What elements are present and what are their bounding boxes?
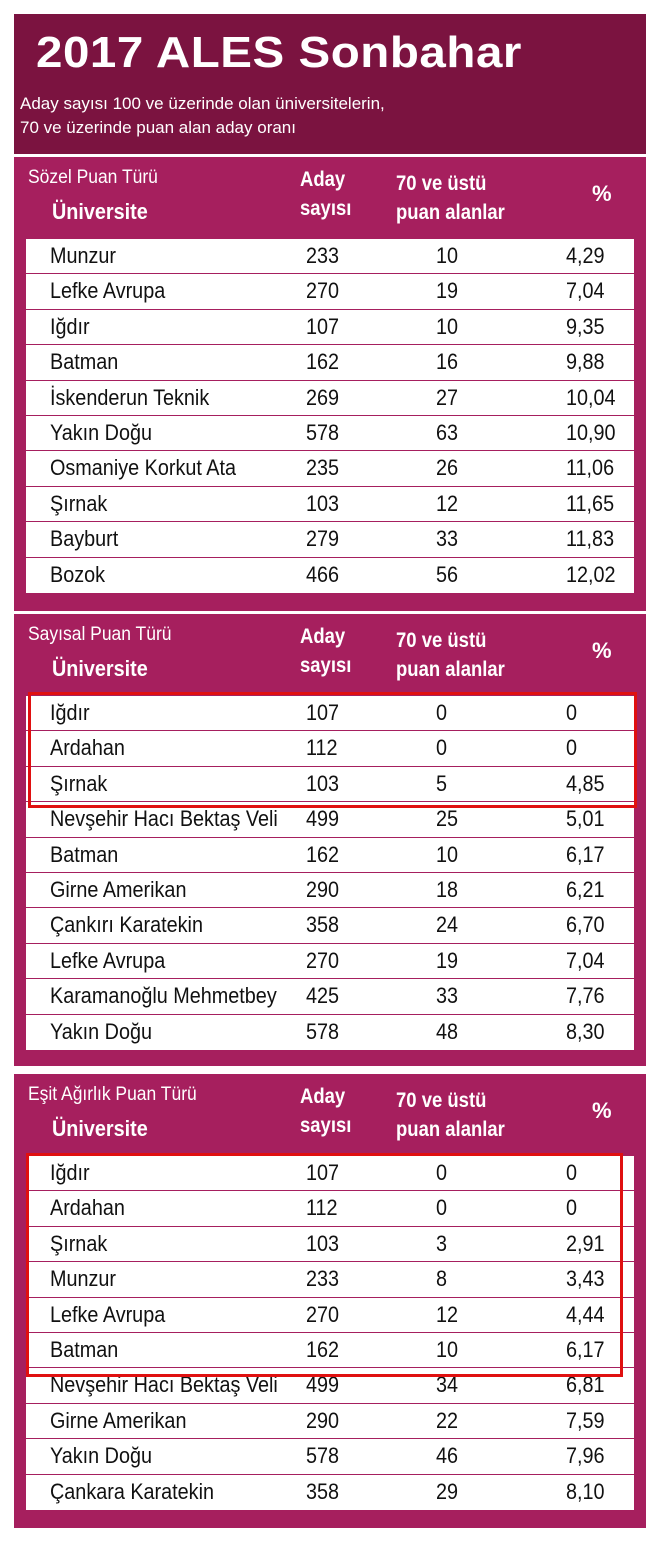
cell-percent: 8,10: [566, 1478, 605, 1504]
cell-aday: 270: [306, 947, 340, 973]
cell-percent: 7,59: [566, 1407, 605, 1433]
cell-university: Karamanoğlu Mehmetbey: [50, 983, 277, 1009]
cell-percent: 12,02: [566, 561, 616, 587]
table-row: [26, 451, 634, 486]
cell-university: Ardahan: [50, 1195, 125, 1221]
cell-aday: 358: [306, 1478, 340, 1504]
table-row: [26, 381, 634, 416]
cell-percent: 9,88: [566, 349, 605, 375]
cell-percent: 11,83: [566, 526, 615, 552]
column-header-yetmis: 70 ve üstü puan alanlar: [396, 1089, 505, 1141]
cell-yetmis: 26: [436, 455, 459, 481]
cell-yetmis: 18: [436, 876, 459, 902]
cell-yetmis: 46: [436, 1443, 459, 1469]
table-row: [26, 416, 634, 451]
cell-yetmis: 48: [436, 1018, 459, 1044]
data-table: [26, 239, 634, 593]
cell-percent: 0: [566, 700, 578, 725]
cell-yetmis: 12: [436, 490, 459, 516]
cell-university: Lefke Avrupa: [50, 278, 166, 304]
cell-aday: 233: [306, 243, 340, 268]
cell-aday: 112: [306, 735, 338, 761]
cell-aday: 269: [306, 384, 340, 410]
cell-university: Munzur: [50, 243, 117, 268]
cell-yetmis: 56: [436, 561, 459, 587]
cell-university: Yakın Doğu: [50, 1018, 153, 1044]
header-banner: [14, 14, 646, 154]
cell-university: Girne Amerikan: [50, 876, 187, 902]
cell-percent: 10,90: [566, 419, 616, 445]
table-row: [26, 1439, 634, 1474]
cell-yetmis: 27: [436, 384, 459, 410]
cell-aday: 162: [306, 1336, 340, 1362]
column-header-university: Üniversite: [52, 656, 148, 681]
table-row: [26, 274, 634, 309]
cell-percent: 9,35: [566, 313, 605, 339]
cell-percent: 0: [566, 1195, 578, 1221]
table-row: [26, 838, 634, 873]
cell-university: Iğdır: [50, 313, 90, 339]
section-type-label: Sözel Puan Türü: [28, 167, 158, 188]
cell-aday: 425: [306, 983, 340, 1009]
cell-aday: 103: [306, 490, 340, 516]
cell-aday: 578: [306, 1018, 340, 1044]
cell-yetmis: 34: [436, 1372, 459, 1398]
cell-aday: 233: [306, 1266, 340, 1292]
column-header-aday: Aday sayısı: [300, 1085, 352, 1137]
cell-yetmis: 63: [436, 419, 459, 445]
cell-yetmis: 29: [436, 1478, 459, 1504]
cell-university: Ardahan: [50, 735, 125, 761]
cell-aday: 499: [306, 806, 340, 832]
cell-yetmis: 25: [436, 806, 459, 832]
section-type-label: Sayısal Puan Türü: [28, 624, 172, 645]
table-row: [26, 487, 634, 522]
cell-percent: 7,96: [566, 1443, 605, 1469]
cell-aday: 235: [306, 455, 340, 481]
table-row: [26, 558, 634, 593]
cell-university: Yakın Doğu: [50, 1443, 153, 1469]
cell-aday: 290: [306, 1407, 340, 1433]
cell-aday: 578: [306, 419, 340, 445]
table-row: [26, 873, 634, 908]
section-header: [14, 1074, 646, 1148]
cell-university: Çankırı Karatekin: [50, 912, 203, 938]
cell-yetmis: 19: [436, 278, 459, 304]
cell-university: Munzur: [50, 1266, 117, 1292]
cell-percent: 3,43: [566, 1266, 605, 1292]
cell-university: Nevşehir Hacı Bektaş Veli: [50, 1372, 278, 1398]
cell-university: Batman: [50, 349, 119, 375]
cell-university: Osmaniye Korkut Ata: [50, 455, 236, 481]
cell-yetmis: 12: [436, 1301, 459, 1327]
cell-university: Lefke Avrupa: [50, 1301, 166, 1327]
cell-aday: 279: [306, 526, 340, 552]
cell-aday: 107: [306, 1160, 340, 1185]
cell-aday: 162: [306, 349, 340, 375]
cell-yetmis: 0: [436, 1195, 448, 1221]
cell-university: Şırnak: [50, 770, 108, 796]
table-row: [26, 345, 634, 380]
cell-yetmis: 33: [436, 983, 459, 1009]
cell-yetmis: 19: [436, 947, 459, 973]
cell-percent: 2,91: [566, 1230, 605, 1256]
cell-percent: 8,30: [566, 1018, 605, 1044]
cell-university: Batman: [50, 1336, 119, 1362]
cell-yetmis: 33: [436, 526, 459, 552]
cell-university: Çankara Karatekin: [50, 1478, 214, 1504]
cell-yetmis: 16: [436, 349, 459, 375]
highlight-box-sayisal: [28, 692, 637, 808]
cell-aday: 162: [306, 841, 340, 867]
cell-percent: 7,76: [566, 983, 605, 1009]
cell-aday: 103: [306, 1230, 340, 1256]
cell-yetmis: 0: [436, 735, 448, 761]
cell-aday: 112: [306, 1195, 338, 1221]
table-row: [26, 1475, 634, 1510]
cell-yetmis: 0: [436, 1160, 448, 1185]
cell-university: Şırnak: [50, 1230, 108, 1256]
cell-percent: 6,17: [566, 841, 605, 867]
cell-percent: 6,17: [566, 1336, 605, 1362]
cell-university: Batman: [50, 841, 119, 867]
cell-university: Bozok: [50, 561, 106, 587]
cell-aday: 499: [306, 1372, 340, 1398]
cell-percent: 10,04: [566, 384, 616, 410]
column-header-percent: %: [592, 638, 612, 663]
table-row: [26, 239, 634, 274]
cell-aday: 578: [306, 1443, 340, 1469]
table-row: [26, 1015, 634, 1050]
column-header-aday: Aday sayısı: [300, 625, 352, 677]
table-row: [26, 310, 634, 345]
cell-university: Girne Amerikan: [50, 1407, 187, 1433]
cell-yetmis: 10: [436, 1336, 459, 1362]
cell-yetmis: 10: [436, 841, 459, 867]
cell-yetmis: 24: [436, 912, 459, 938]
cell-aday: 103: [306, 770, 340, 796]
section-type-label: Eşit Ağırlık Puan Türü: [28, 1084, 197, 1105]
cell-percent: 4,29: [566, 243, 605, 268]
column-header-university: Üniversite: [52, 199, 148, 224]
table-row: [26, 944, 634, 979]
cell-yetmis: 8: [436, 1266, 448, 1292]
cell-aday: 290: [306, 876, 340, 902]
cell-percent: 7,04: [566, 947, 605, 973]
cell-yetmis: 0: [436, 700, 448, 725]
cell-yetmis: 10: [436, 243, 459, 268]
page-title: 2017 ALES Sonbahar: [36, 28, 522, 77]
cell-percent: 4,85: [566, 770, 605, 796]
cell-yetmis: 22: [436, 1407, 459, 1433]
section-header: [14, 614, 646, 688]
section-header: [14, 157, 646, 231]
cell-university: Şırnak: [50, 490, 108, 516]
cell-aday: 270: [306, 278, 340, 304]
table-row: [26, 908, 634, 943]
table-row: [26, 979, 634, 1014]
cell-percent: 0: [566, 735, 578, 761]
cell-percent: 6,70: [566, 912, 605, 938]
cell-aday: 107: [306, 313, 340, 339]
column-header-aday: Aday sayısı: [300, 168, 352, 220]
cell-university: Lefke Avrupa: [50, 947, 166, 973]
cell-university: Iğdır: [50, 1160, 90, 1185]
cell-percent: 11,06: [566, 455, 615, 481]
section-sayisal: [14, 614, 646, 1066]
cell-percent: 5,01: [566, 806, 605, 832]
cell-university: Bayburt: [50, 526, 119, 552]
cell-yetmis: 10: [436, 313, 459, 339]
cell-yetmis: 5: [436, 770, 448, 796]
cell-university: Nevşehir Hacı Bektaş Veli: [50, 806, 278, 832]
cell-yetmis: 3: [436, 1230, 448, 1256]
cell-percent: 6,81: [566, 1372, 605, 1398]
table-row: [26, 1404, 634, 1439]
cell-percent: 11,65: [566, 490, 615, 516]
cell-aday: 270: [306, 1301, 340, 1327]
cell-university: Yakın Doğu: [50, 419, 153, 445]
highlight-box-esit-agirlik: [26, 1153, 623, 1377]
column-header-percent: %: [592, 181, 612, 206]
column-header-university: Üniversite: [52, 1116, 148, 1141]
column-header-yetmis: 70 ve üstü puan alanlar: [396, 629, 505, 681]
cell-percent: 7,04: [566, 278, 605, 304]
column-header-percent: %: [592, 1098, 612, 1123]
cell-aday: 466: [306, 561, 340, 587]
cell-university: Iğdır: [50, 700, 90, 725]
cell-percent: 4,44: [566, 1301, 605, 1327]
cell-percent: 6,21: [566, 876, 605, 902]
section-sozel: [14, 157, 646, 611]
cell-percent: 0: [566, 1160, 578, 1185]
page-subtitle: Aday sayısı 100 ve üzerinde olan üniversitelerin, 70 ve üzerinde puan alan aday oranı: [20, 94, 385, 137]
cell-university: İskenderun Teknik: [50, 384, 210, 410]
cell-aday: 358: [306, 912, 340, 938]
cell-aday: 107: [306, 700, 340, 725]
table-row: [26, 522, 634, 557]
column-header-yetmis: 70 ve üstü puan alanlar: [396, 172, 505, 224]
